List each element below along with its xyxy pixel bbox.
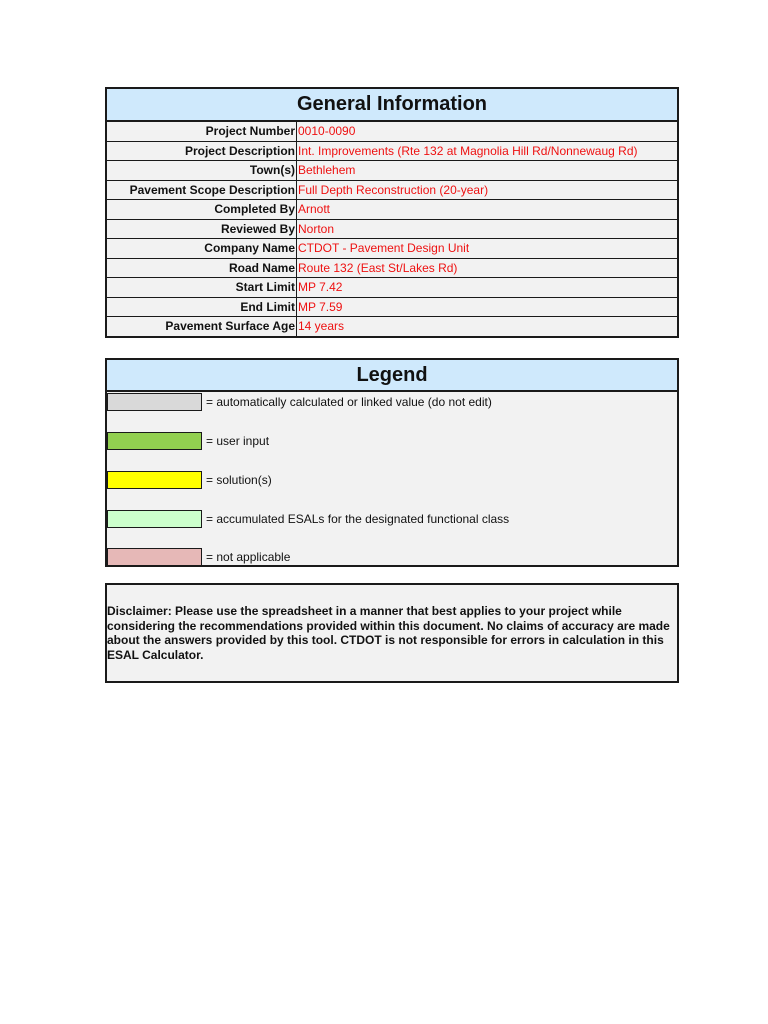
info-row-value[interactable]: Int. Improvements (Rte 132 at Magnolia Hill Rd/Nonnewaug Rd) (298, 143, 638, 158)
info-row-label: Road Name (107, 259, 297, 278)
info-row (107, 141, 677, 161)
legend-color-swatch (107, 432, 202, 450)
info-row (107, 180, 677, 200)
info-row-label: Start Limit (107, 278, 297, 297)
info-row (107, 219, 677, 239)
info-row-label: Pavement Scope Description (107, 181, 297, 200)
info-row (107, 199, 677, 219)
info-row (107, 160, 677, 180)
legend-title: Legend (107, 360, 677, 392)
legend-item (107, 471, 272, 489)
legend-item (107, 432, 269, 450)
legend-item-text: = accumulated ESALs for the designated functional class (206, 512, 510, 526)
info-row-value[interactable]: CTDOT - Pavement Design Unit (298, 241, 470, 255)
info-row-label: End Limit (107, 298, 297, 317)
info-row-value[interactable]: Arnott (298, 202, 331, 216)
info-row-value[interactable]: Route 132 (East St/Lakes Rd) (298, 260, 458, 275)
info-row-value[interactable]: Norton (298, 221, 335, 236)
legend-item-text: = not applicable (206, 550, 291, 564)
info-row-value[interactable]: Bethlehem (298, 163, 356, 177)
legend-color-swatch (107, 393, 202, 411)
legend-item-text: = automatically calculated or linked value (do not edit) (206, 395, 492, 409)
info-row (107, 122, 677, 141)
info-row-label: Pavement Surface Age (107, 317, 297, 336)
legend-item (107, 510, 509, 528)
disclaimer-box (105, 583, 679, 683)
info-row-value[interactable]: 14 years (298, 319, 345, 333)
info-row (107, 316, 677, 336)
info-row-label: Town(s) (107, 161, 297, 180)
legend-item-text: = user input (206, 434, 270, 448)
general-information-rows (107, 122, 677, 336)
info-row-label: Completed By (107, 200, 297, 219)
info-row-value[interactable]: Full Depth Reconstruction (20-year) (298, 182, 489, 197)
info-row (107, 297, 677, 317)
info-row (107, 277, 677, 297)
info-row-value[interactable]: MP 7.42 (298, 280, 343, 294)
legend-color-swatch (107, 471, 202, 489)
legend-item (107, 393, 492, 411)
info-row-value[interactable]: MP 7.59 (298, 299, 343, 314)
legend-item (107, 548, 290, 566)
legend-color-swatch (107, 510, 202, 528)
general-information-title: General Information (107, 89, 677, 122)
info-row-label: Project Description (107, 142, 297, 161)
disclaimer-text: Disclaimer: Please use the spreadsheet in a manner that best applies to your project while considering the recommendations provided within this document. No claims of accuracy are made about the answers provided by this tool. CTDOT is not responsible for errors in calculation in this ESAL Calculator. (107, 604, 670, 662)
info-row-label: Project Number (107, 122, 297, 141)
general-information-table (105, 87, 679, 338)
info-row-label: Reviewed By (107, 220, 297, 239)
info-row-value[interactable]: 0010-0090 (298, 124, 356, 138)
legend-table (105, 358, 679, 567)
info-row (107, 258, 677, 278)
info-row-label: Company Name (107, 239, 297, 258)
legend-color-swatch (107, 548, 202, 566)
info-row (107, 238, 677, 258)
legend-item-text: = solution(s) (206, 473, 272, 487)
